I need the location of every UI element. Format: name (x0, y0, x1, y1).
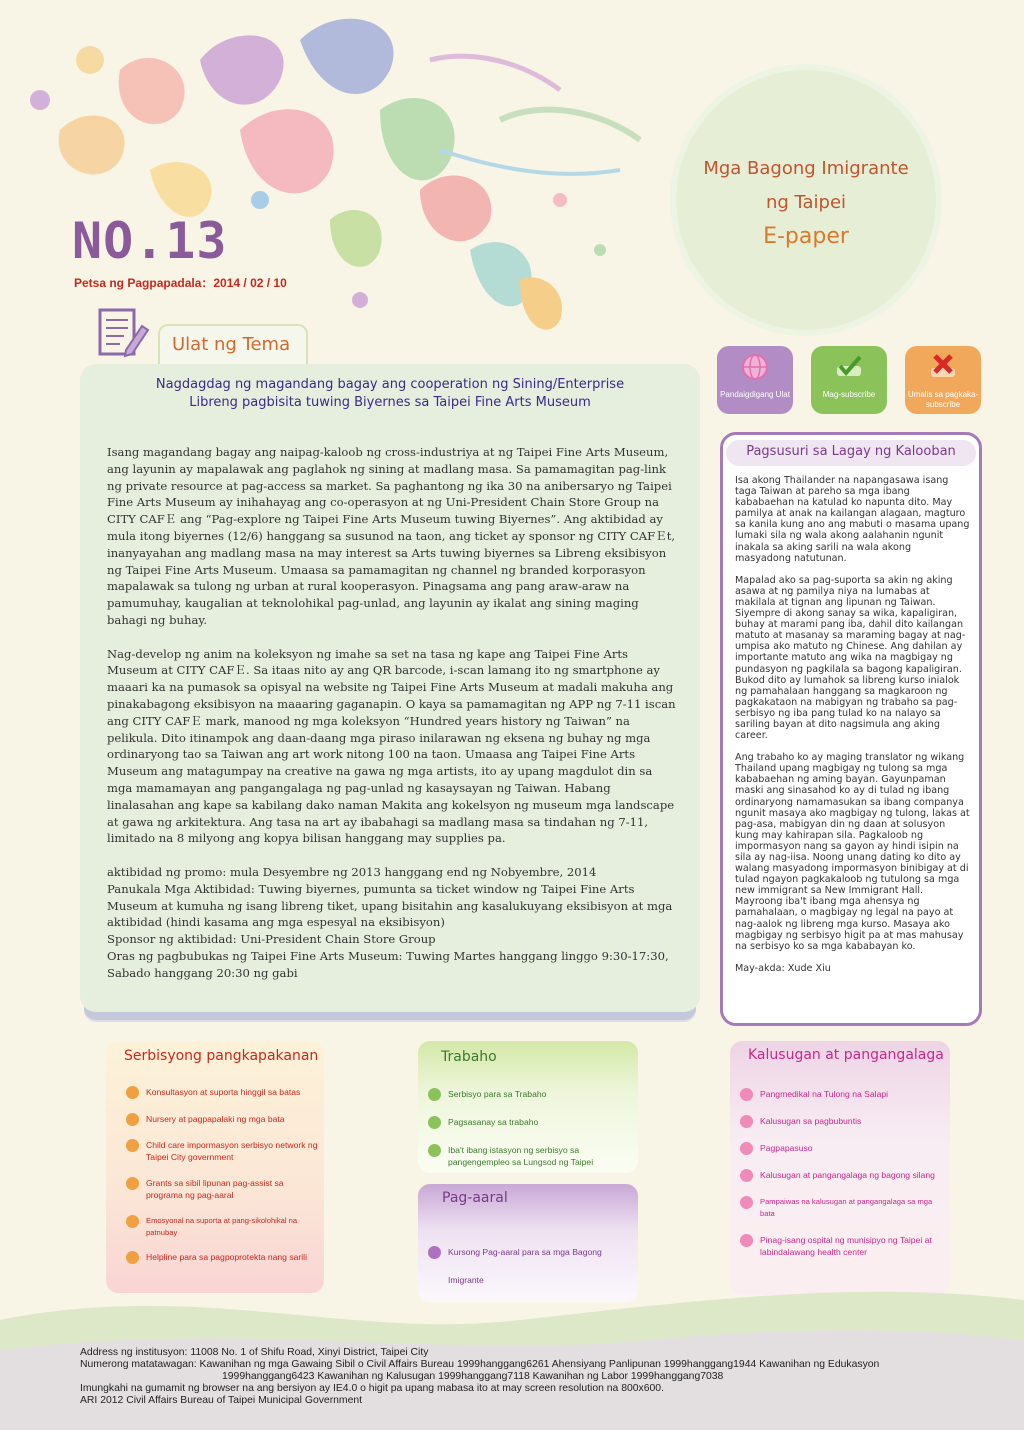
health-services-title: Kalusugan at pangangalaga (748, 1047, 944, 1063)
article-title-line1: Nagdagdag ng magandang bagay ang cooperation ng Sining/Enterprise (155, 377, 625, 392)
flower-bullet-icon (740, 1234, 753, 1247)
recommend-button-label: Pandaigdigang Ulat (720, 390, 790, 399)
flower-bullet-icon (428, 1088, 441, 1101)
welfare-link-grants[interactable]: Grants sa sibil lipunan pag-assist sa programa ng pag-aaral (126, 1177, 318, 1201)
flower-bullet-icon (428, 1116, 441, 1129)
article-title (100, 376, 680, 412)
flower-bullet-icon (428, 1144, 441, 1157)
footer (80, 1347, 980, 1407)
article-body (107, 444, 679, 982)
flower-bullet-icon (126, 1139, 139, 1152)
health-link-medical-aid[interactable]: Pangmedikal na Tulong na Salapi (740, 1088, 940, 1100)
article-paragraph: Isang magandang bagay ang naipag-kaloob ng cross-industriya at ng Taipei Fine Arts Museum, ang layunin ay mapalawak ang paglahok ng sining at madlang masa. Sa pamamagitan pag-link ng private resource at pag-access sa market. Sa paghantong ng ika 30 na anibersaryo ng Taipei Fine Arts Museum ay inihahayag ang co-operasyon at ng Uni-President Chain Store Group na CITY CAFＥ ang “Pag-explore ng Taipei Fine Arts Museum tuwing Biyernes”. Ang aktibidad ay mula itong biyernes (12/6) hanggang sa susunod na taon, ang ticket ay sponsor ng CITY CAFＥt, inanyayahan ang madlang masa na may interest sa Arts tuwing biyernes sa Libreng eksibisyon ng Taipei Fine Arts Museum. Umaasa sa pamamagitan ng channel ng branded korporasyon mapalawak sa tulong ng urban at rural kooperasyon. Pinagsama ang pang araw-araw na pamumuhay, kaugalian at teknolohikal pag-unlad, ang layunin ay ikalat ang sining maging bahagi ng buhay. (107, 445, 676, 627)
welfare-services-title: Serbisyong pangkapakanan (124, 1048, 319, 1064)
job-link-stations[interactable]: Iba't ibang istasyon ng serbisyo sa pangengempleo sa Lungsod ng Taipei (428, 1144, 628, 1168)
flower-bullet-icon (126, 1086, 139, 1099)
education-services-title: Pag-aaral (442, 1190, 508, 1206)
job-services-title: Trabaho (441, 1049, 497, 1065)
flower-bullet-icon (740, 1142, 753, 1155)
welfare-link-emotional[interactable]: Emosyonal na suporta at pang-sikolohikal na patnubay (126, 1215, 318, 1239)
flower-bullet-icon (126, 1251, 139, 1264)
job-link-training[interactable]: Pagsasanay sa trabaho (428, 1116, 628, 1128)
flower-bullet-icon (126, 1177, 139, 1190)
issue-date: Petsa ng Pagpapadala：2014 / 02 / 10 (74, 276, 287, 290)
notepad-pencil-icon (96, 304, 152, 360)
epaper-label: E-paper (763, 224, 849, 249)
article-paragraph: Nag-develop ng anim na koleksyon ng imahe sa set na tasa ng kape ang Taipei Fine Arts Museum at CITY CAFＥ. Sa itaas nito ay ang QR barcode, i-scan lamang ito ng smartphone ay maaari ka na pumasok sa opisyal na website ng Taipei Fine Arts Museum at madali makuha ang pinakabagong eksibisyon na maaaring gaganapin. O kaya sa pamamagitan ng APP ng 7-11 iscan ang CITY CAFＥ mark, manood ng mga koleksyon “Hundred years history ng Taiwan” na pelikula. Dito itinampok ang daan-daang mga piraso inilarawan ng eksena ng buhay ng mga ordinaryong tao sa Taiwan ang art work nitong 100 na taon. Umaasa ang Taipei Fine Arts Museum ang matagumpay na creative na gawa ng mga artists, ito ay upang magdulot din sa mga mamamayan ang pangangalaga ng pag-unlad ng kasaysayan ng Taiwan. Habang linalasahan ang kape sa kabilang dako naman Makita ang kokelsyon ng museum mga landscape at gawa ng arkitektura. Ang tasa na art ay ibabahagi sa madlang masa sa tindahan ng 7-11, limitado na 8 milyong ang kopya bilisan hanggang may supplies pa. (107, 646, 676, 846)
unsubscribe-button-label: Umalis sa pagkaka-subscribe (907, 390, 979, 409)
health-link-breastfeeding[interactable]: Pagpapasuso (740, 1142, 940, 1154)
flower-bullet-icon (740, 1169, 753, 1182)
welfare-link-helpline[interactable]: Helpline para sa pagpoprotekta nang sarili (126, 1251, 318, 1263)
article-info-sponsor: Sponsor ng aktibidad: Uni-President Chain Store Group (107, 932, 436, 947)
job-link-service[interactable]: Serbisyo para sa Trabaho (428, 1088, 628, 1100)
flower-bullet-icon (126, 1215, 139, 1228)
unsubscribe-button[interactable] (905, 346, 981, 414)
close-icon (928, 352, 958, 382)
issue-number: NO.13 (72, 212, 228, 270)
health-services-list (740, 1088, 940, 1258)
publication-subtitle: ng Taipei (765, 192, 847, 213)
health-link-pregnancy[interactable]: Kalusugan sa pagbubuntis (740, 1115, 940, 1127)
article-info-hours: Oras ng pagbubukas ng Taipei Fine Arts Museum: Tuwing Martes hanggang linggo 9:30-17:30, Sabado hanggang 20:30 ng gabi (107, 948, 669, 980)
health-link-children[interactable]: Pampaiwas na kalusugan at pangangalaga sa mga bata (740, 1196, 940, 1220)
footer-copyright: ARI 2012 Civil Affairs Bureau of Taipei Municipal Government (80, 1395, 363, 1406)
footer-phone: Numerong matatawagan: Kawanihan ng mga Gawaing Sibil o Civil Affairs Bureau 1999hanggang6261 Ahensiyang Panlipunan 1999hanggang1944 Kawanihan ng Edukasyon (80, 1359, 880, 1370)
welfare-link-nursery[interactable]: Nursery at pagpapalaki ng mga bata (126, 1113, 318, 1125)
flower-bullet-icon (740, 1196, 753, 1209)
flower-bullet-icon (126, 1113, 139, 1126)
side-story-body (735, 475, 970, 985)
side-story-paragraph: Isa akong Thailander na napangasawa isang taga Taiwan at pareho sa mga ibang kababaehan na katulad ko napunta dito. May pamilya at anak na kailangan alagaan, magturo sa kanila kung ano ang mabuti o masama upang lumaki sila ng wala akong aalahanin ngunit inakala sa aking sarili na wala akong masyadong natutunan. (735, 475, 970, 564)
footer-browser-note: Imungkahi na gumamit ng browser na ang bersiyon ay IE4.0 o higit pa upang mabasa ito at may screen resolution na 800x600. (80, 1383, 664, 1394)
health-link-hospital[interactable]: Pinag-isang ospital ng munisipyo ng Taipei at labindalawang health center (740, 1234, 940, 1258)
subscribe-button[interactable] (811, 346, 887, 414)
flower-bullet-icon (740, 1088, 753, 1101)
side-story-paragraph: Ang trabaho ko ay maging translator ng wikang Thailand upang magbigay ng tulong sa mga kababaehan ng aming bayan. Gayunpaman maski ang sinasahod ko ay di tulad ng ibang ordinaryong namamasukan sa ibang companya ngunit masaya ako magbigay ng tulong, lakas at pag-asa, mabigyan din ng daan at solusyon kung may kahirapan sila. Pagkaloob ng impormasyon nang sa gayon ay hindi isipin na sila ay nag-iisa. Noong unang dating ko dito ay walang masyadong impormasyon binibigay at di tulad ngayon pagkakaloob ng tutulong sa mga new immigrant sa New Immigrant Hall. Mayroong iba't ibang mga ahensya ng pamahalaan, o magbigay ng legal na payo at nag-aalok ng libreng mga kurso. Masaya ako magbigay ng serbisyo higit pa at mas mahusay na serbisyo ko sa mga kababayan ko. (735, 752, 970, 952)
globe-icon (740, 352, 770, 382)
welfare-link-legal[interactable]: Konsultasyon at suporta hinggil sa batas (126, 1086, 318, 1098)
side-story-title: Pagsusuri sa Lagay ng Kalooban (726, 440, 976, 466)
article-info-promo: aktibidad ng promo: mula Desyembre ng 2013 hanggang end ng Nobyembre, 2014 (107, 864, 597, 879)
side-story-author: May-akda: Xude Xiu (735, 962, 831, 974)
tab-theme-report[interactable]: Ulat ng Tema (158, 324, 308, 364)
flower-bullet-icon (740, 1115, 753, 1128)
publication-title: Mga Bagong Imigrante (703, 158, 909, 179)
footer-phone-continued: 1999hanggang6423 Kawanihan ng Kalusugan 1999hanggang7118 Kawanihan ng Labor 1999hanggang7038 (222, 1371, 724, 1382)
side-story-paragraph: Mapalad ako sa pag-suporta sa akin ng aking asawa at ng pamilya niya na lumabas at makilala at tignan ang lipunan ng Taiwan. Siyempre di akong sanay sa wika, kapaligiran, buhay at marami pang iba, dahil dito kailangan matuto at masanay sa maraming bagay at nag-umpisa ako matuto ng Chinese. Ang dahilan ay importante matuto ang wika na magbigay ng pundasyon ng pagkilala sa bagong kapaligiran. Bukod dito ay lumahok sa libreng kurso inialok ng pamahalaan hanggang sa magkaroon ng pagkakataon na mabigyan ng trabaho sa pag-serbisyo ng iba pang tulad ko na nalayo sa sariling bayan at dito nagsimula ang aking career. (735, 574, 966, 742)
welfare-services-list (126, 1086, 318, 1263)
recommend-button[interactable] (717, 346, 793, 414)
article-title-line2: Libreng pagbisita tuwing Biyernes sa Taipei Fine Arts Museum (189, 395, 591, 410)
article-info-proposal: Panukala Mga Aktibidad: Tuwing biyernes, pumunta sa ticket window ng Taipei Fine Arts Museum at kumuha ng isang libreng tiket, upang bisitahin ang kasalukuyang eksibisyon at mga aktibidad (hindi kasama ang mga espesyal na eksibisyon) (107, 881, 673, 930)
checkmark-icon (834, 352, 864, 382)
health-link-newborn[interactable]: Kalusugan at pangangalaga ng bagong silang (740, 1169, 940, 1181)
job-services-list (428, 1088, 628, 1168)
education-link-course[interactable]: Kursong Pag-aaral para sa mga Bagong Imigrante (428, 1238, 608, 1294)
subscribe-button-label: Mag-subscribe (822, 390, 876, 399)
welfare-link-childcare[interactable]: Child care impormasyon serbisyo network ng Taipei City government (126, 1139, 318, 1163)
flower-bullet-icon (428, 1246, 441, 1259)
footer-address: Address ng institusyon: 11008 No. 1 of Shifu Road, Xinyi District, Taipei City (80, 1347, 429, 1358)
